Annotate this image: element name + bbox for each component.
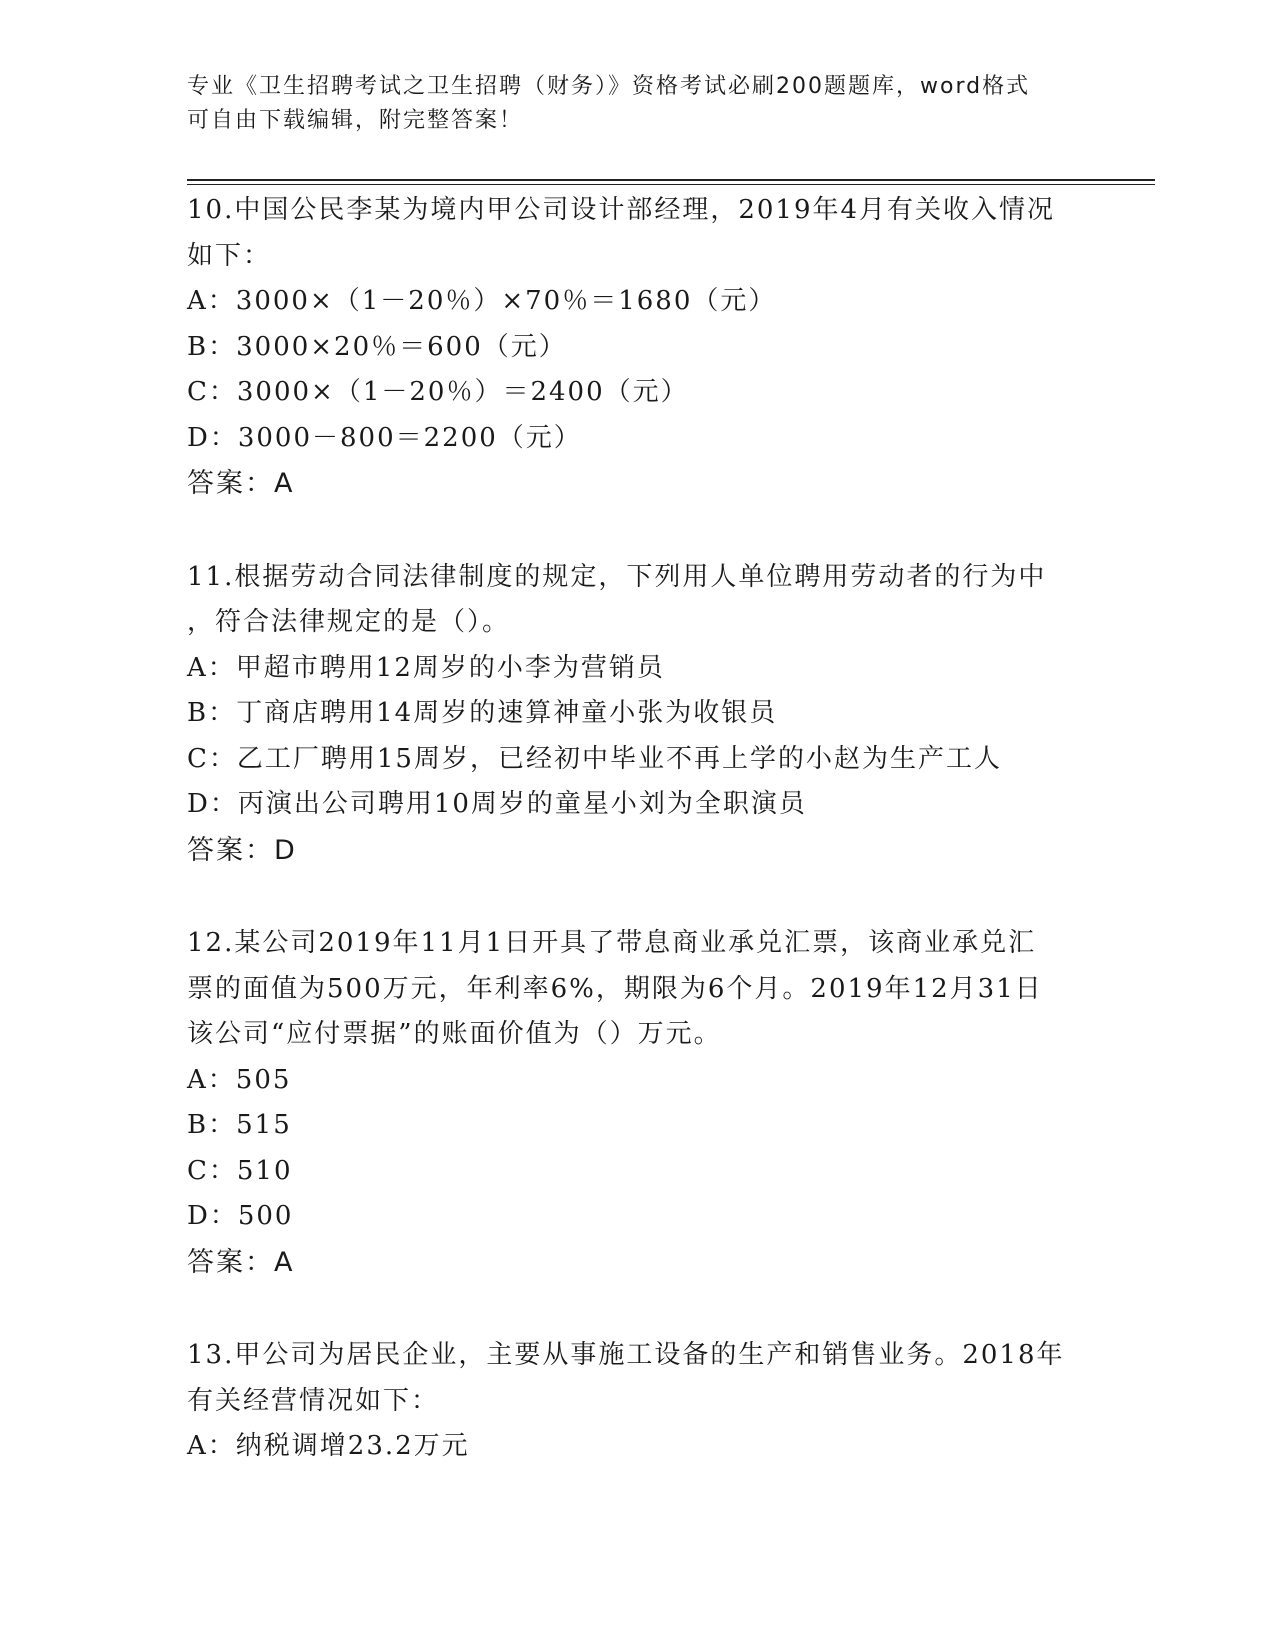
answer-line: 答案：A (187, 1246, 295, 1278)
option-a: A：纳税调增23.2万元 (187, 1431, 470, 1461)
question-stem: 如下： (187, 240, 272, 271)
option-a: A：甲超市聘用12周岁的小李为营销员 (187, 652, 665, 683)
option-c: C：510 (187, 1155, 293, 1186)
option-c: C：乙工厂聘用15周岁，已经初中毕业不再上学的小赵为生产工人 (187, 743, 1002, 774)
question-10 (187, 188, 1087, 507)
option-c: C：3000×（1－20％）＝2400（元） (187, 377, 689, 407)
option-b: B：515 (187, 1110, 292, 1140)
question-stem: 有关经营情况如下： (187, 1385, 440, 1416)
question-11 (187, 555, 1087, 874)
header-divider-thick (187, 179, 1155, 181)
option-a: A：505 (187, 1064, 292, 1095)
question-stem: 票的面值为500万元，年利率6%，期限为6个月。2019年12月31日 (187, 973, 1043, 1004)
option-a: A：3000×（1－20％）×70％＝1680（元） (187, 286, 777, 316)
question-list (187, 188, 1087, 1470)
question-stem: 该公司“应付票据”的账面价值为（）万元。 (187, 1019, 722, 1049)
header-divider-thin (187, 184, 1155, 185)
option-d: D：500 (187, 1201, 294, 1231)
question-stem: 12.某公司2019年11月1日开具了带息商业承兑汇票，该商业承兑汇 (187, 928, 1037, 958)
question-12 (187, 921, 1087, 1285)
option-d: D：3000－800＝2200（元） (187, 422, 582, 453)
option-b: B：丁商店聘用14周岁的速算神童小张为收银员 (187, 698, 778, 728)
answer-line: 答案：A (187, 468, 295, 499)
question-stem: 10.中国公民李某为境内甲公司设计部经理，2019年4月有关收入情况 (187, 195, 1056, 225)
question-stem: ，符合法律规定的是（）。 (187, 607, 511, 637)
option-d: D：丙演出公司聘用10周岁的童星小刘为全职演员 (187, 789, 807, 819)
answer-line: 答案：D (187, 834, 297, 866)
question-13 (187, 1333, 1087, 1470)
header-line-1: 专业《卫生招聘考试之卫生招聘（财务）》资格考试必刷200题题库，word格式 (187, 74, 1031, 99)
header-line-2: 可自由下载编辑，附完整答案！ (187, 108, 524, 133)
document-header (187, 70, 1087, 138)
question-stem: 11.根据劳动合同法律制度的规定，下列用人单位聘用劳动者的行为中 (187, 561, 1047, 592)
question-stem: 13.甲公司为居民企业，主要从事施工设备的生产和销售业务。2018年 (187, 1340, 1065, 1370)
option-b: B：3000×20％＝600（元） (187, 331, 567, 362)
